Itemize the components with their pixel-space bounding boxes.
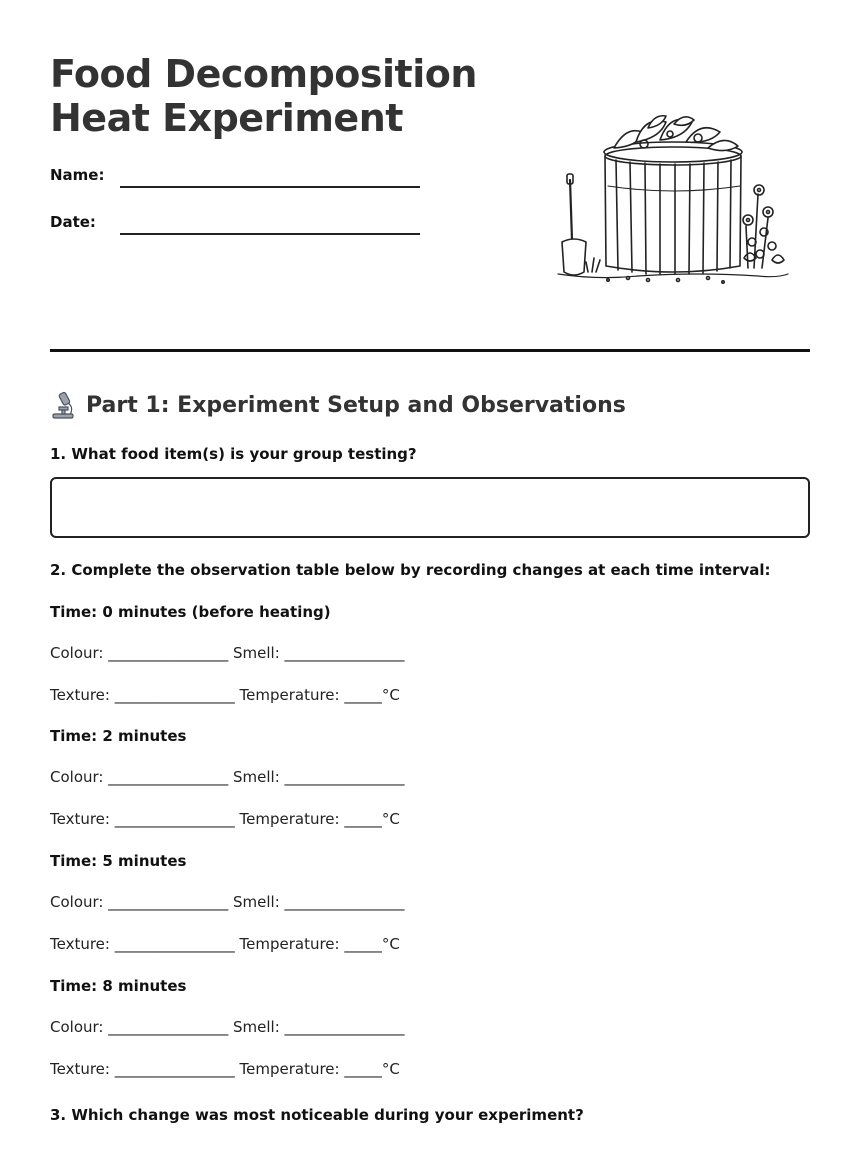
title-line-1: Food Decomposition [50,52,477,96]
name-field[interactable] [120,186,420,188]
time-heading: Time: 2 minutes [50,727,187,745]
date-field-row [50,213,430,243]
texture-temperature-line[interactable]: Texture: ________________ Temperature: _____°C [50,810,400,828]
time-heading: Time: 5 minutes [50,852,187,870]
microscope-icon [50,391,76,419]
time-heading: Time: 0 minutes (before heating) [50,603,331,621]
colour-smell-line[interactable]: Colour: ________________ Smell: ________________ [50,893,405,911]
name-label: Name: [50,166,105,184]
colour-smell-line[interactable]: Colour: ________________ Smell: ________________ [50,644,405,662]
section-1-title: Part 1: Experiment Setup and Observations [86,392,626,418]
texture-temperature-line[interactable]: Texture: ________________ Temperature: _____°C [50,1060,400,1078]
header-divider [50,349,810,352]
compost-bin-illustration [548,108,798,296]
date-label: Date: [50,213,96,231]
food-items-answer-box[interactable] [50,477,810,538]
time-heading: Time: 8 minutes [50,977,187,995]
colour-smell-line[interactable]: Colour: ________________ Smell: ________________ [50,768,405,786]
question-1: 1. What food item(s) is your group testing? [50,445,417,463]
title-line-2: Heat Experiment [50,96,403,140]
colour-smell-line[interactable]: Colour: ________________ Smell: ________________ [50,1018,405,1036]
question-2: 2. Complete the observation table below by recording changes at each time interval: [50,561,771,579]
texture-temperature-line[interactable]: Texture: ________________ Temperature: _____°C [50,935,400,953]
date-field[interactable] [120,233,420,235]
page-title [50,52,477,140]
section-1-heading [50,389,626,421]
question-3: 3. Which change was most noticeable during your experiment? [50,1106,584,1124]
texture-temperature-line[interactable]: Texture: ________________ Temperature: _____°C [50,686,400,704]
name-field-row [50,166,430,196]
